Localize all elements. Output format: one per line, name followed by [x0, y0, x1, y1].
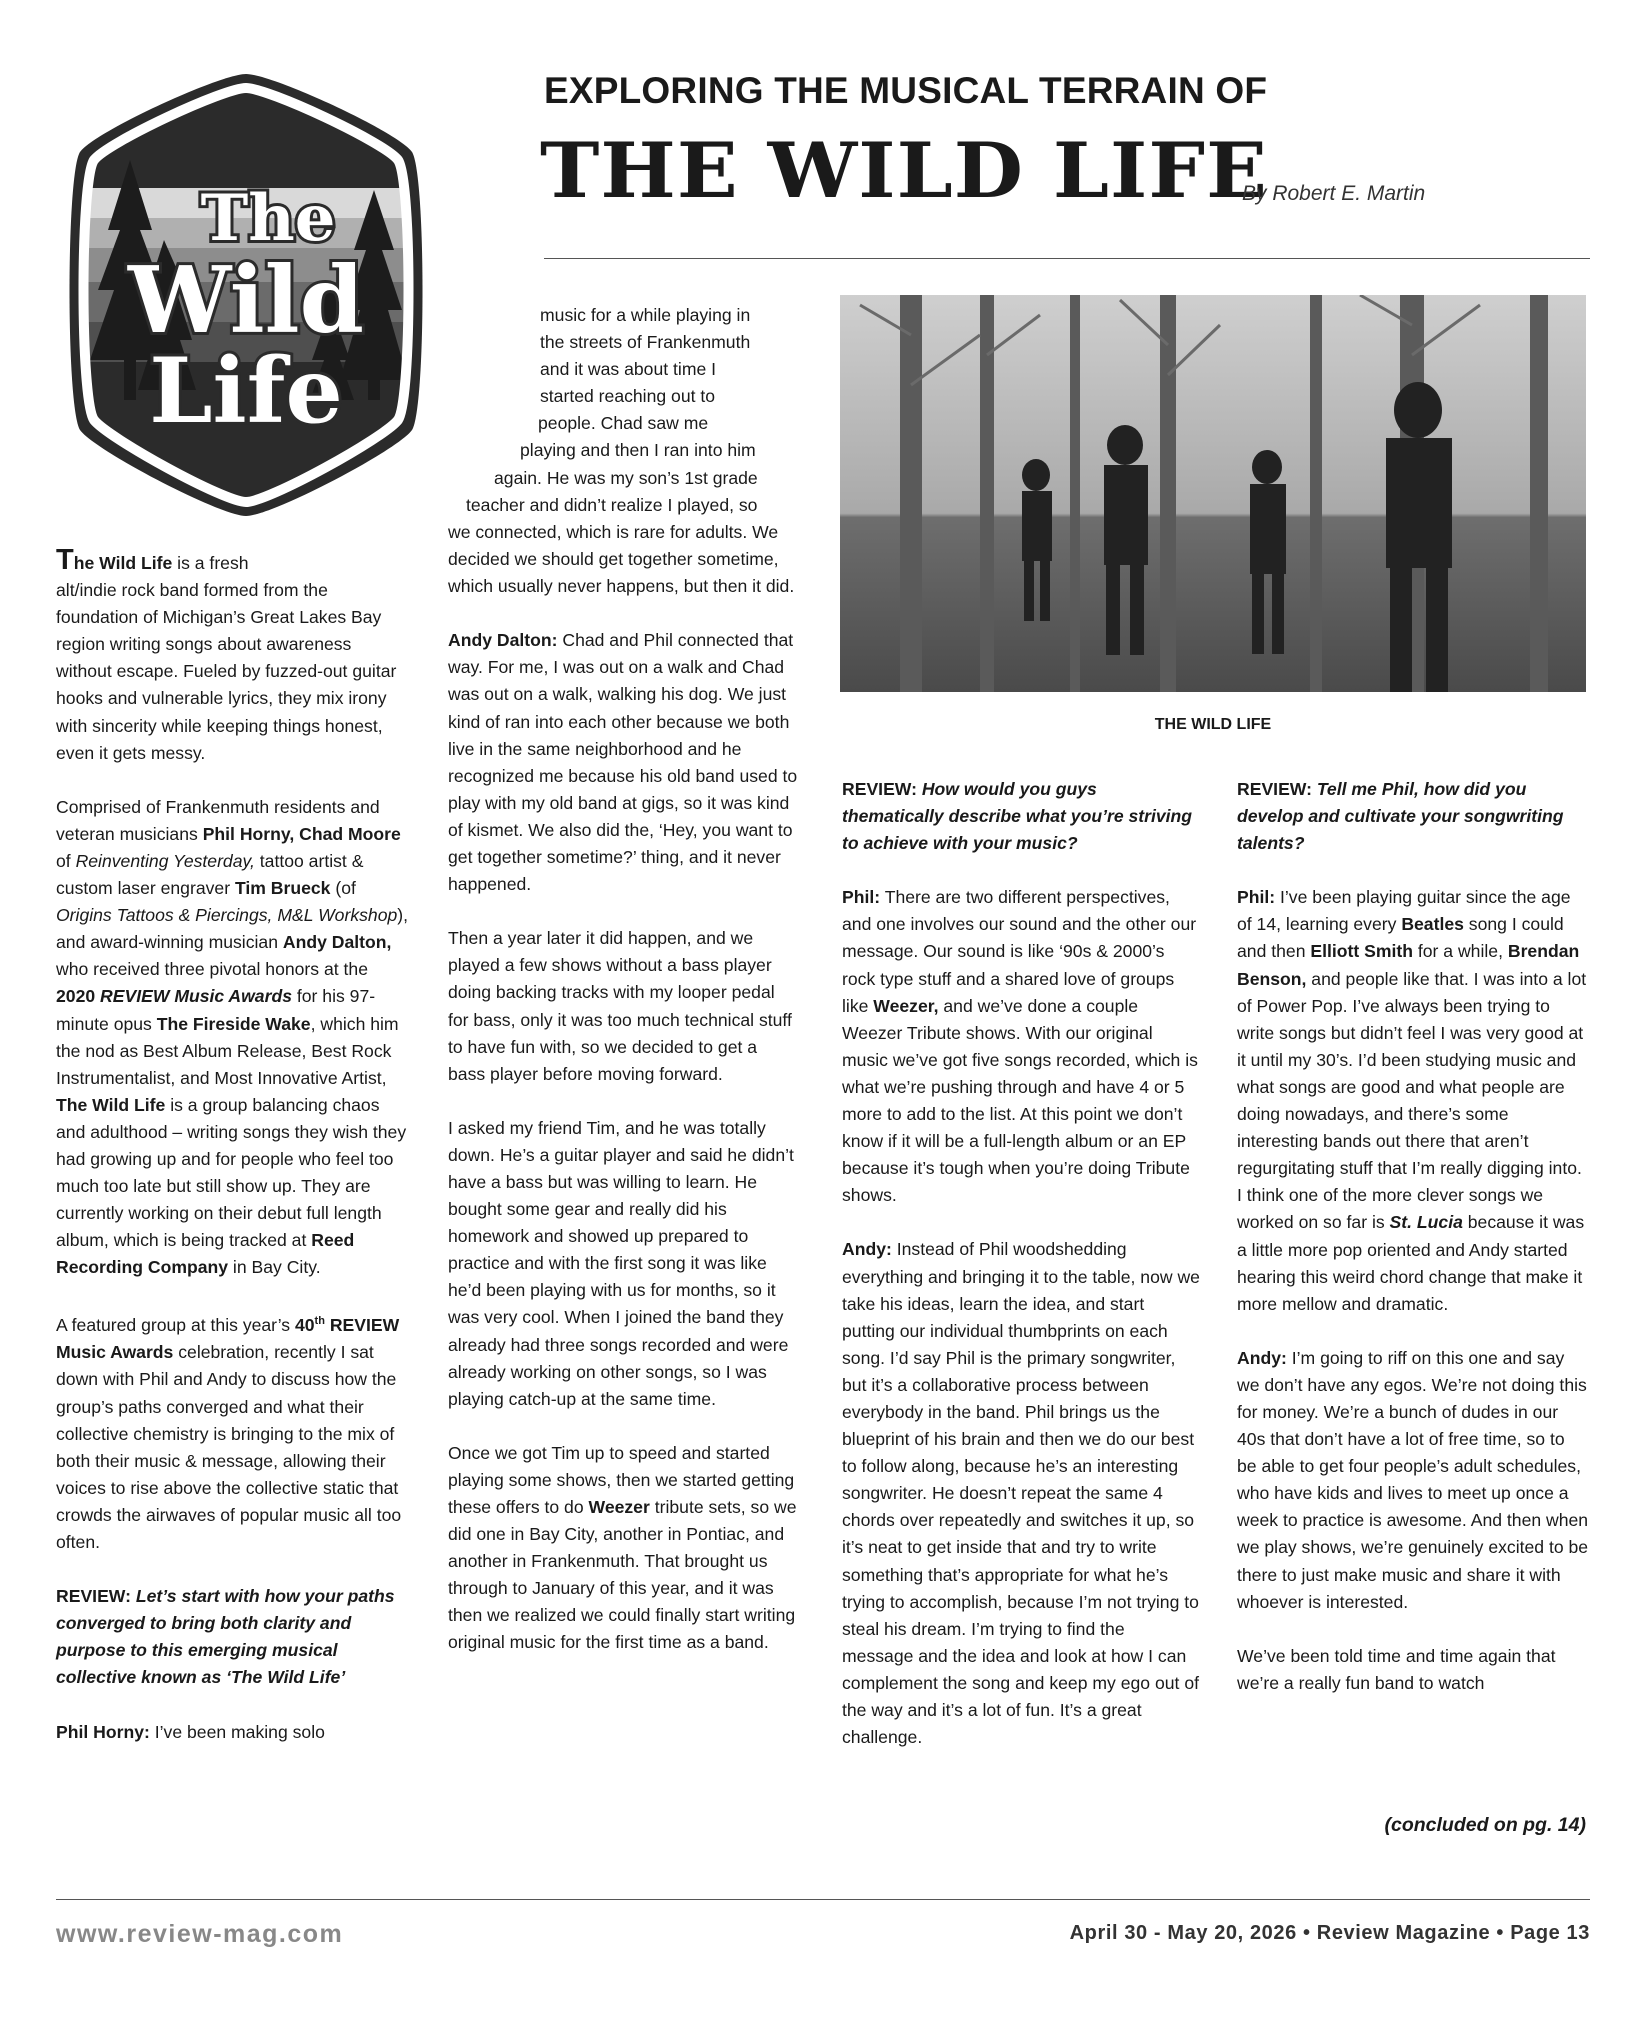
- question-2: REVIEW: How would you guys thematically describe what you’re striving to achieve with your music?: [842, 779, 1193, 854]
- intro-text: is a fresh: [172, 553, 249, 573]
- footer-issue-info: April 30 - May 20, 2026 • Review Magazine • Page 13: [1069, 1922, 1590, 1944]
- andy-answer: Andy Dalton: Chad and Phil connected that way. For me, I was out on a walk and Chad was out on a walk, walking his dog. We just kind of ran into each other because we both live in the same neighborhood and he recognized me because his old band used to play with my old band at gigs, so it was kind of kismet. We also did the, ‘Hey, you want to get together sometime?’ thing, and it never happened.: [448, 630, 798, 895]
- members-paragraph: Comprised of Frankenmuth residents and veteran musicians Phil Horny, Chad Moore of Reinventing Yesterday, tattoo artist & custom laser engraver Tim Brueck (of Origins Tattoos & Piercings, M&L Workshop), and award-winning musician Andy Dalton, who received three pivotal honors at the 2020 REVIEW Music Awards for his 97-minute opus The Fireside Wake, which him the nod as Best Album Release, Best Rock Instrumentalist, and Most Innovative Artist, The Wild Life is a group balancing chaos and adulthood – writing songs they wish they had growing up and for people who feel too much too late but still show up. They are currently working on their debut full length album, which is being tracked at Reed Recording Company in Bay City.: [56, 796, 409, 1278]
- indent-line: people. Chad saw me: [538, 413, 709, 434]
- andy-answer-3: Andy: I’m going to riff on this one and say we don’t have any egos. We’re not doing this for money. We’re a bunch of dudes in our 40s that don’t have a lot of free time, so to be able to get four people’s adult schedules, who have kids and lives to meet up once a week to practice is awesome. And then when we play shows, we’re genuinely excited to be there to just make music and share it with whoever is interested.: [1237, 1347, 1589, 1612]
- indent-line: and it was about time I: [540, 359, 717, 380]
- intro-text-cont: alt/indie rock band formed from the foundation of Michigan’s Great Lakes Bay region writing songs about awareness without escape. Fueled by fuzzed-out guitar hooks and vulnerable lyrics, they mix irony with sincerity while keeping things honest, even it gets messy.: [56, 580, 397, 763]
- photo-caption: THE WILD LIFE: [1154, 716, 1272, 733]
- phil-answer-cont: we connected, which is rare for adults. We decided we should get together sometime, which usually never happens, but then it did.: [448, 522, 795, 597]
- col4-paragraph-4: We’ve been told time and time again that we’re a really fun band to watch: [1237, 1645, 1556, 1693]
- logo-word-the: The: [200, 181, 336, 256]
- col2-paragraph-4: I asked my friend Tim, and he was totally down. He’s a guitar player and said he didn’t have a bass but was willing to learn. He bought some gear and really did his homework and showed up prepared to practice and with the first song it was like he’d been playing with us for months, so it was very cool. When I joined the band they already had three songs recorded and were already working on other songs, so I was playing catch-up at the same time.: [448, 1117, 794, 1409]
- column-3: [842, 776, 1200, 1778]
- byline: By Robert E. Martin: [1242, 182, 1426, 205]
- question-3: REVIEW: Tell me Phil, how did you develop and cultivate your songwriting talents?: [1237, 779, 1564, 854]
- logo-word-life: Life: [149, 338, 343, 444]
- col2-paragraph-5: Once we got Tim up to speed and started playing some shows, then we started getting these offers to do Weezer tribute sets, so we did one in Bay City, another in Pontiac, and another in Frankenmuth. That brought us through to January of this year, and it was then we realized we could finally start writing original music for the first time as a band.: [448, 1442, 797, 1653]
- indent-line: teacher and didn’t realize I played, so: [466, 494, 758, 515]
- column-1: [56, 544, 410, 1773]
- continued-note: (concluded on pg. 14): [1384, 1814, 1586, 1836]
- indent-line: playing and then I ran into him: [520, 440, 756, 461]
- band-logo: [68, 70, 424, 518]
- footer-website-link[interactable]: www.review-mag.com: [56, 1920, 344, 1948]
- phil-answer-start: Phil Horny: I’ve been making solo: [56, 1721, 325, 1742]
- column-4: [1237, 776, 1589, 1724]
- phil-answer-3: Phil: I’ve been playing guitar since the age of 14, learning every Beatles song I could and then Elliott Smith for a while, Brendan Benson, and people like that. I was into a lot of Power Pop. I’ve always been trying to write songs but didn’t feel I was very good at it until my 30’s. I’d been studying music and what songs are good and what people are doing nowadays, and there’s some interesting bands out there that aren’t regurgitating stuff that I’m really digging into. I think one of the more clever songs we worked on so far is St. Lucia because it was a little more pop oriented and Andy started hearing this weird chord change that make it more mellow and dramatic.: [1237, 887, 1587, 1314]
- andy-answer-2: Andy: Instead of Phil woodshedding everything and bringing it to the table, now we take his ideas, learn the idea, and start putting our individual thumbprints on each song. I’d say Phil is the primary songwriter, but it’s a collaborative process between everybody in the band. Phil brings us the blueprint of his brain and then we do our best to follow along, because he’s an interesting songwriter. He doesn’t repeat the same 4 chords over repeatedly and switches it up, so it’s neat to get inside that and try to write something that’s appropriate for what he’s trying to accomplish, because I’m not trying to steal his dream. I’m trying to find the message and the idea and look at how I can complement the song and keep my ego out of the way and it’s a lot of fun. It’s a great challenge.: [842, 1239, 1200, 1748]
- phil-answer-2: Phil: There are two different perspectives, and one involves our sound and the other our message. Our sound is like ‘90s & 2000’s rock type stuff and a shared love of groups like Weezer, and we’ve done a couple Weezer Tribute shows. With our original music we’ve got five songs recorded, which is what we’re pushing through and have 4 or 5 more to add to the list. At this point we don’t know if it will be a full-length album or an EP because it’s tough when you’re doing Tribute shows.: [842, 887, 1198, 1206]
- intro-paragraph: [56, 544, 410, 767]
- col2-paragraph-3: Then a year later it did happen, and we played a few shows without a bass player doing backing tracks with my looper pedal for bass, only it was too much technical stuff to have fun with, so we decided to get a bass player before moving forward.: [448, 928, 792, 1084]
- logo-word-wild: Wild: [128, 246, 364, 354]
- indent-line: music for a while playing in: [540, 305, 751, 325]
- indent-line: started reaching out to: [540, 386, 716, 407]
- question-1: REVIEW: Let’s start with how your paths converged to bring both clarity and purpose to this emerging musical collective known as ‘The Wild Life’: [56, 1586, 395, 1688]
- column-2-indent: [448, 302, 798, 519]
- header-rule: [544, 258, 1590, 259]
- band-photo: [840, 295, 1586, 692]
- column-2: [448, 519, 798, 1684]
- band-name: he Wild Life: [73, 553, 173, 573]
- featured-paragraph: A featured group at this year’s 40th REVIEW Music Awards celebration, recently I sat down with Phil and Andy to discuss how the group’s paths converged and what their collective chemistry is bringing to the mix of both their music & message, allowing their voices to rise above the collective static that crowds the airwaves of popular music all too often.: [56, 1315, 402, 1553]
- footer-rule: [56, 1899, 1590, 1900]
- indent-line: again. He was my son’s 1st grade: [494, 467, 758, 488]
- drop-cap: T: [56, 544, 74, 576]
- article-title: THE WILD LIFE: [540, 126, 1268, 215]
- indent-line: the streets of Frankenmuth: [540, 332, 751, 353]
- article-kicker: EXPLORING THE MUSICAL TERRAIN OF: [544, 70, 1268, 111]
